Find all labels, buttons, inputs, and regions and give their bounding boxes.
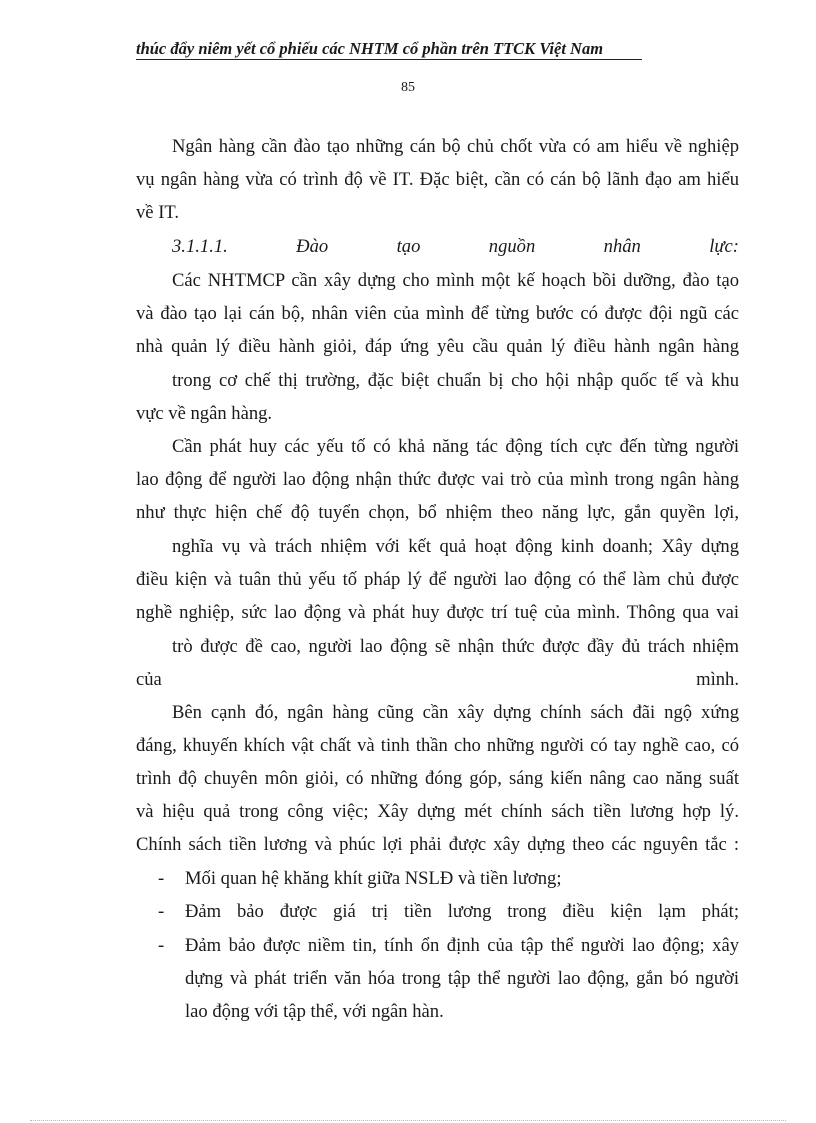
paragraph-line: nhà quản lý điều hành giỏi, đáp ứng yêu cầu quản lý điều hành ngân hàng bbox=[136, 336, 739, 357]
paragraph-line: đáng, khuyến khích vật chất và tinh thần cho những người có tay nghề cao, có bbox=[136, 735, 739, 756]
bullet-item: Mối quan hệ khăng khít giữa NSLĐ và tiền lương; bbox=[185, 868, 562, 889]
bullet-marker: - bbox=[158, 868, 165, 889]
paragraph-line: về IT. bbox=[136, 202, 180, 223]
paragraph-line: và hiệu quả trong công việc; Xây dựng mét chính sách tiền lương hợp lý. bbox=[136, 801, 739, 822]
paragraph-line: vực về ngân hàng. bbox=[136, 403, 273, 424]
bullet-item-continuation: dựng và phát triển văn hóa trong tập thể người lao động, gắn bó người bbox=[185, 968, 739, 989]
section-heading: 3.1.1.1. Đào tạo nguồn nhân lực: bbox=[172, 236, 739, 257]
paragraph-line: nghĩa vụ và trách nhiệm với kết quả hoạt động kinh doanh; Xây dựng bbox=[172, 536, 739, 557]
paragraph-line: lao động để người lao động nhận thức được vai trò của mình trong ngân hàng bbox=[136, 469, 739, 490]
running-header: thúc đẩy niêm yết cổ phiếu các NHTM cổ phần trên TTCK Việt Nam bbox=[136, 39, 642, 60]
bullet-item: Đảm bảo được niềm tin, tính ổn định của tập thể người lao động; xây bbox=[185, 935, 739, 956]
paragraph-line: Các NHTMCP cần xây dựng cho mình một kế hoạch bồi dưỡng, đào tạo bbox=[172, 270, 739, 291]
paragraph-line: vụ ngân hàng vừa có trình độ về IT. Đặc biệt, cần có cán bộ lãnh đạo am hiểu bbox=[136, 169, 739, 190]
paragraph-line: điều kiện và tuân thủ yếu tố pháp lý để người lao động có thể làm chủ được bbox=[136, 569, 739, 590]
paragraph-line: Ngân hàng cần đào tạo những cán bộ chủ chốt vừa có am hiểu về nghiệp bbox=[172, 136, 739, 157]
paragraph-line: trình độ chuyên môn giỏi, có những đóng góp, sáng kiến nâng cao năng suất bbox=[136, 768, 739, 789]
paragraph-line: Bên cạnh đó, ngân hàng cũng cần xây dựng chính sách đãi ngộ xứng bbox=[172, 702, 739, 723]
paragraph-line: trong cơ chế thị trường, đặc biệt chuẩn bị cho hội nhập quốc tế và khu bbox=[172, 370, 739, 391]
bullet-item: Đảm bảo được giá trị tiền lương trong điều kiện lạm phát; bbox=[185, 901, 739, 922]
paragraph-line: và đào tạo lại cán bộ, nhân viên của mình để từng bước có được đội ngũ các bbox=[136, 303, 739, 324]
paragraph-line: Chính sách tiền lương và phúc lợi phải được xây dựng theo các nguyên tắc : bbox=[136, 834, 739, 855]
paragraph-line: như thực hiện chế độ tuyển chọn, bổ nhiệm theo năng lực, gắn quyền lợi, bbox=[136, 502, 739, 523]
paragraph-line: Cần phát huy các yếu tố có khả năng tác động tích cực đến từng người bbox=[172, 436, 739, 457]
paragraph-line: của mình. bbox=[136, 669, 739, 690]
bullet-item-continuation: lao động với tập thể, với ngân hàn. bbox=[185, 1001, 444, 1022]
paragraph-line: trò được đề cao, người lao động sẽ nhận thức được đầy đủ trách nhiệm bbox=[172, 636, 739, 657]
paragraph-line: nghề nghiệp, sức lao động và phát huy được trí tuệ của mình. Thông qua vai bbox=[136, 602, 739, 623]
page-bottom-rule bbox=[30, 1120, 786, 1121]
page-number: 85 bbox=[401, 80, 415, 95]
bullet-marker: - bbox=[158, 935, 165, 956]
bullet-marker: - bbox=[158, 901, 165, 922]
